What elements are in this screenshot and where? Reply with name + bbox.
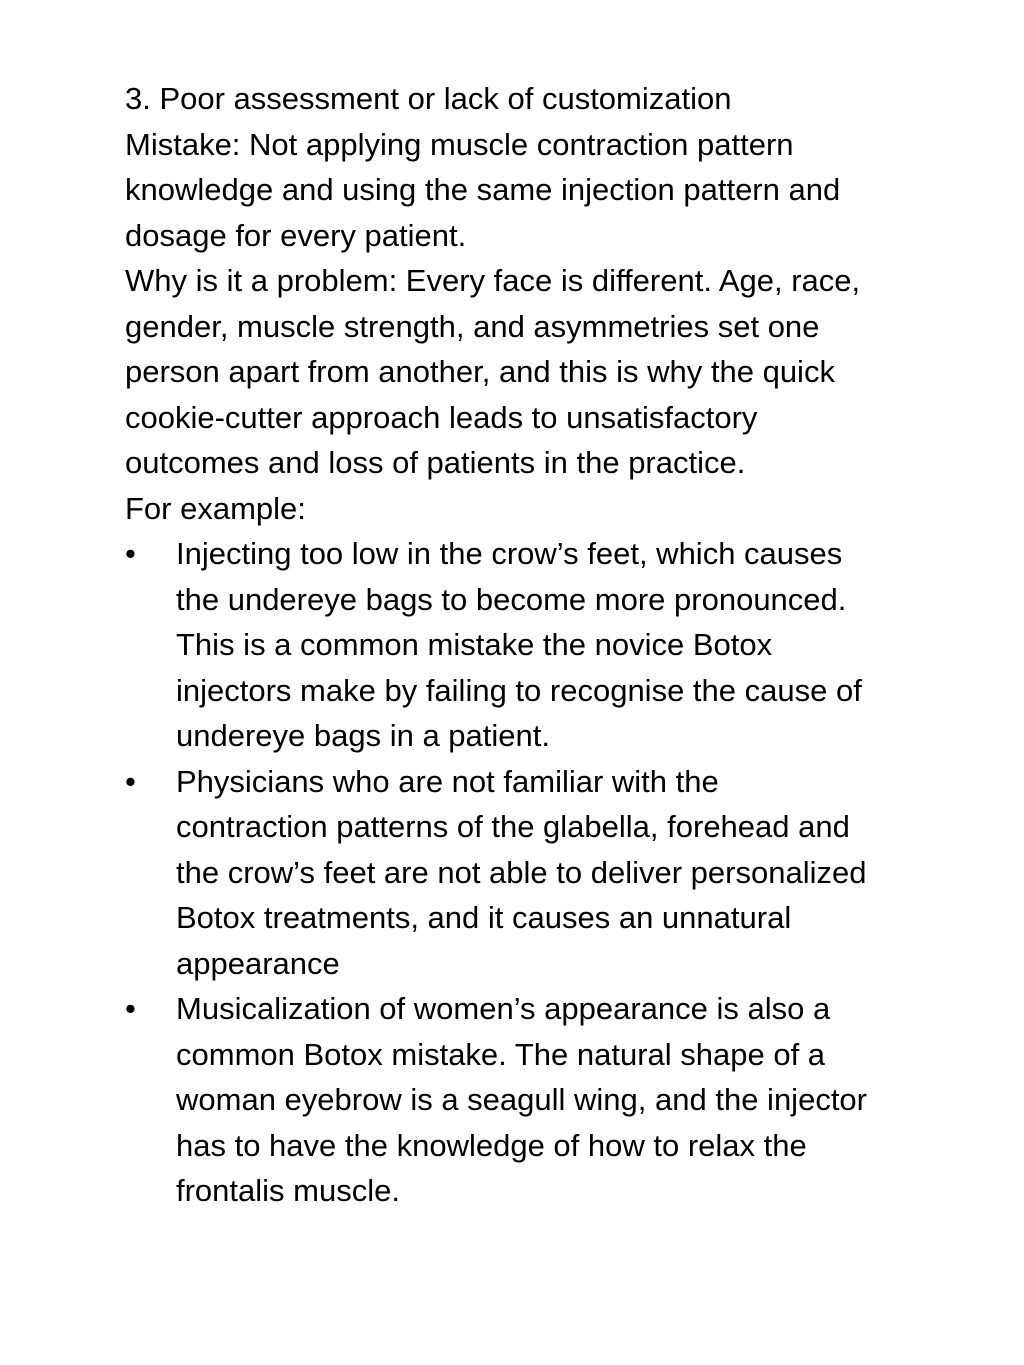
section-heading: 3. Poor assessment or lack of customization bbox=[125, 81, 732, 116]
bullet-icon: • bbox=[125, 991, 136, 1026]
bullet-item-2 bbox=[125, 759, 875, 987]
problem-paragraph: Why is it a problem: Every face is different. Age, race, gender, muscle strength, and asymmetries set one person apart from another, and this is why the quick cookie-cutter approach leads to unsatisfactory outcomes and loss of patients in the practice. bbox=[125, 263, 861, 480]
bullet-icon: • bbox=[125, 536, 136, 571]
bullet-text: Musicalization of women’s appearance is also a common Botox mistake. The natural shape of a woman eyebrow is a seagull wing, and the injector has to have the knowledge of how to relax the frontalis muscle. bbox=[176, 991, 867, 1208]
slide-body bbox=[125, 76, 875, 1214]
bullet-item-1 bbox=[125, 531, 875, 759]
example-intro: For example: bbox=[125, 490, 306, 526]
bullet-icon: • bbox=[125, 763, 136, 799]
example-bullet-list bbox=[125, 531, 875, 1214]
bullet-item-3 bbox=[125, 986, 875, 1214]
bullet-text: Injecting too low in the crow’s feet, which causes the undereye bags to become more pronounced. This is a common mistake the novice Botox injectors make by failing to recognise the cause of undereye bags in a patient. bbox=[176, 536, 862, 753]
bullet-text: Physicians who are not familiar with the contraction patterns of the glabella, forehead and the crow’s feet are not able to deliver personalized Botox treatments, and it causes an unnatural appearance bbox=[176, 763, 867, 981]
mistake-paragraph: Mistake: Not applying muscle contraction pattern knowledge and using the same injection pattern and dosage for every patient. bbox=[125, 126, 841, 253]
